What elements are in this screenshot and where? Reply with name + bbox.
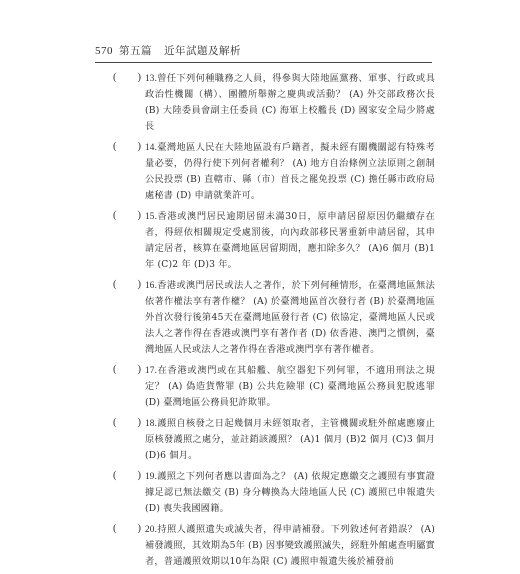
answer-bracket[interactable]: ( )	[113, 417, 141, 428]
question-number: 18.	[145, 418, 158, 428]
question-number: 20.	[145, 524, 158, 534]
header-divider	[95, 62, 432, 63]
question-number: 17.	[145, 365, 158, 375]
part-label: 第五篇	[119, 45, 152, 57]
question-number: 15.	[145, 211, 158, 221]
question-text: 持照人護照遺失或滅失者，得申請補發。下列敘述何者錯誤？ (A) 補發護照，其效期為5年 (B) 因事變致護照滅失，經駐外館處查明屬實者，普通護照效期以10年為限 (C) 護照申報遺失後於補發前	[145, 524, 435, 567]
answer-bracket[interactable]: ( )	[113, 279, 141, 290]
page-header	[95, 43, 241, 58]
question-item	[113, 70, 435, 135]
question-text: 在香港或澳門或在其船艦、航空器犯下列何罪，不適用刑法之規定？ (A) 偽造貨幣罪 (B) 公共危險罪 (C) 臺灣地區公務員犯脫逃罪 (D) 臺灣地區公務員犯詐欺罪。	[145, 365, 435, 408]
question-body	[141, 277, 435, 358]
question-number: 19.	[145, 471, 158, 481]
question-body	[141, 468, 435, 517]
question-text: 護照自核發之日起幾個月未經領取者，主管機關或駐外館處應廢止原核發護照之處分，並註銷該護照？ (A)1 個月 (B)2 個月 (C)3 個月 (D)6 個月。	[145, 418, 435, 461]
answer-bracket[interactable]: ( )	[113, 141, 141, 152]
question-number: 16.	[145, 280, 158, 290]
question-body	[141, 208, 435, 273]
question-body	[141, 521, 435, 570]
question-item	[113, 521, 435, 570]
question-item	[113, 139, 435, 204]
question-list	[113, 70, 435, 574]
question-text: 護照之下列何者應以書面為之？ (A) 依規定應繳交之護照有事實證據足認已無法繳交 (B) 身分轉換為大陸地區人民 (C) 護照已申報遺失 (D) 喪失我國國籍。	[145, 471, 435, 514]
question-item	[113, 468, 435, 517]
question-number: 13.	[145, 73, 158, 83]
question-item	[113, 277, 435, 358]
page-number: 570	[95, 45, 113, 57]
question-item	[113, 208, 435, 273]
question-text: 臺灣地區人民在大陸地區設有戶籍者，擬未經有關機關認有特殊考量必要，仍得行使下列何者權利？ (A) 地方自治條例立法原則之創制公民投票 (B) 直轄市、縣（市）首長之罷免投票 (C) 擔任縣市政府局處秘書 (D) 申請就業許可。	[145, 142, 435, 201]
answer-bracket[interactable]: ( )	[113, 364, 141, 375]
question-number: 14.	[145, 142, 158, 152]
question-text: 香港或澳門居民逾期居留未滿30日，原申請居留原因仍繼續存在者，得經依相關規定受處罰後，向內政部移民署重新申請居留，其申請定居者，核算在臺灣地區居留期間，應扣除多久？ (A)6 個月 (B)1 年 (C)2 年 (D)3 年。	[145, 211, 435, 270]
answer-bracket[interactable]: ( )	[113, 470, 141, 481]
question-text: 香港或澳門居民或法人之著作，於下列何種情形，在臺灣地區無法依著作權法享有著作權？ (A) 於臺灣地區首次發行者 (B) 於臺灣地區外首次發行後第45天在臺灣地區發行者 (C) 依協定，臺灣地區人民或法人之著作得在香港或澳門享有著作者 (D) 依香港、澳門之慣例，臺灣地區人民或法人之著作得在香港或澳門享有著作權者。	[145, 280, 435, 355]
section-title: 近年試題及解析	[164, 45, 241, 57]
question-item	[113, 415, 435, 464]
question-body	[141, 362, 435, 411]
answer-bracket[interactable]: ( )	[113, 523, 141, 534]
question-item	[113, 362, 435, 411]
answer-bracket[interactable]: ( )	[113, 72, 141, 83]
question-body	[141, 70, 435, 135]
question-text: 曾任下列何種職務之人員，得參與大陸地區黨務、軍事、行政或具政治性機關（構）、團體所舉辦之慶典或活動？ (A) 外交部政務次長 (B) 大陸委員會副主任委員 (C) 海軍上校艦長 (D) 國家安全局少將處長	[145, 73, 435, 132]
question-body	[141, 415, 435, 464]
question-body	[141, 139, 435, 204]
answer-bracket[interactable]: ( )	[113, 210, 141, 221]
